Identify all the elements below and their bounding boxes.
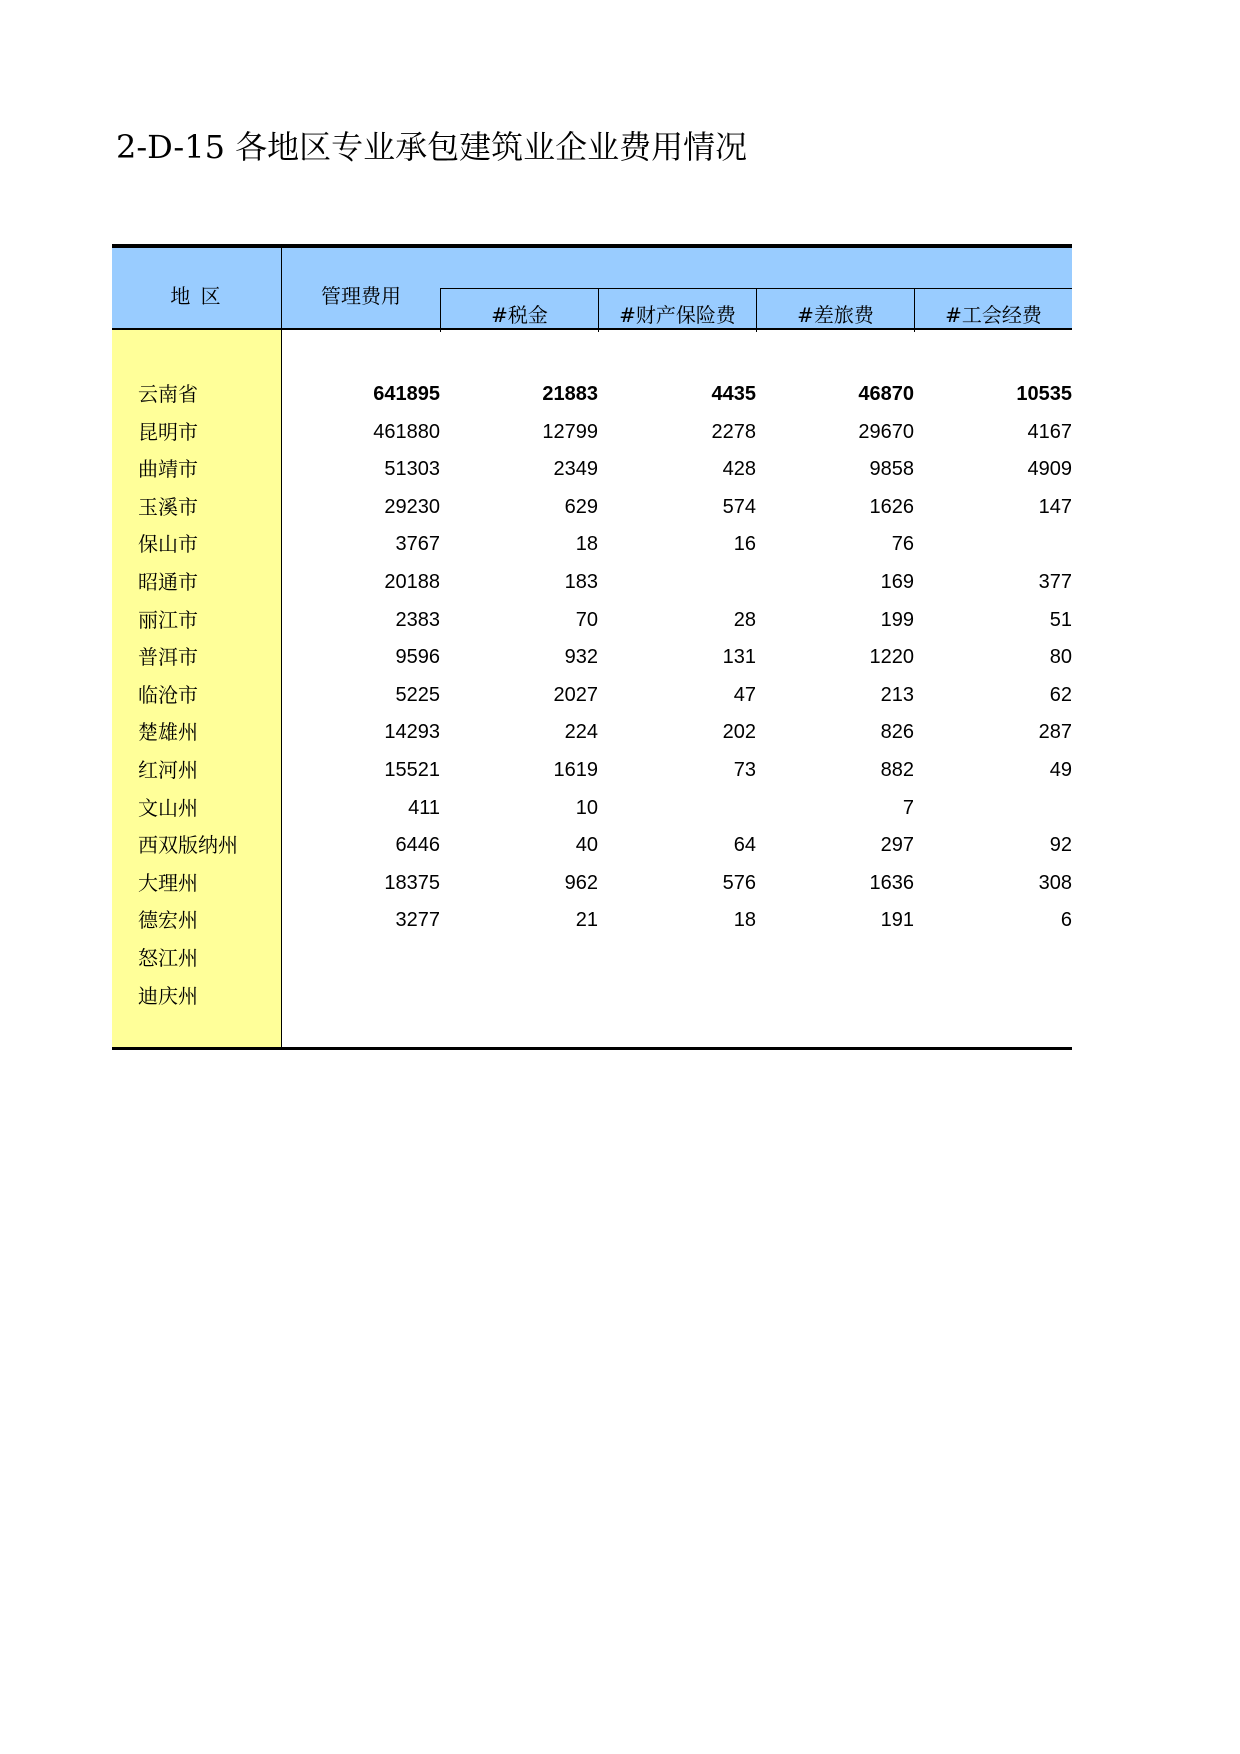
region-name: 昆明市 — [138, 419, 198, 444]
management-fee-cell: 9596 — [395, 646, 440, 669]
union-fee-cell: 6 — [1060, 909, 1072, 932]
tax-cell: 40 — [575, 834, 598, 857]
property-insurance-cell: 73 — [733, 758, 756, 781]
travel-cell: 191 — [880, 909, 914, 932]
table-row — [112, 639, 1072, 677]
tax-cell: 629 — [564, 495, 598, 518]
table-row — [112, 414, 1072, 452]
table-row — [112, 752, 1072, 790]
property-insurance-cell: 18 — [733, 909, 756, 932]
table-row — [112, 376, 1072, 414]
table-row — [112, 902, 1072, 940]
travel-cell: 1626 — [869, 495, 914, 518]
tax-cell: 183 — [564, 570, 598, 593]
management-fee-cell: 51303 — [384, 458, 440, 481]
tax-cell: 21 — [575, 909, 598, 932]
travel-cell: 7 — [902, 796, 914, 819]
union-fee-cell: 51 — [1049, 608, 1072, 631]
region-name: 文山州 — [138, 795, 198, 820]
travel-cell: 199 — [880, 608, 914, 631]
table-row — [112, 978, 1072, 1016]
region-name: 临沧市 — [138, 682, 198, 707]
tax-cell: 10 — [575, 796, 598, 819]
table-row — [112, 827, 1072, 865]
region-name: 德宏州 — [138, 908, 198, 933]
management-fee-cell: 14293 — [384, 721, 440, 744]
region-name: 普洱市 — [138, 645, 198, 670]
management-fee-cell: 641895 — [373, 383, 440, 405]
tax-cell: 962 — [564, 871, 598, 894]
expense-table — [112, 244, 1072, 1050]
tax-cell: 12799 — [542, 420, 598, 443]
property-insurance-cell: 2278 — [711, 420, 756, 443]
table-row — [112, 451, 1072, 489]
tax-cell: 932 — [564, 646, 598, 669]
region-name: 丽江市 — [138, 607, 198, 632]
travel-cell: 213 — [880, 683, 914, 706]
region-name: 怒江州 — [138, 945, 198, 970]
travel-cell: 1220 — [869, 646, 914, 669]
region-name: 西双版纳州 — [138, 833, 238, 858]
region-name: 大理州 — [138, 870, 198, 895]
property-insurance-cell: 576 — [722, 871, 756, 894]
union-fee-cell: 147 — [1038, 495, 1072, 518]
property-insurance-cell: 64 — [733, 834, 756, 857]
tax-cell: 70 — [575, 608, 598, 631]
management-fee-cell: 461880 — [373, 420, 440, 443]
property-insurance-cell: 28 — [733, 608, 756, 631]
union-fee-cell: 10535 — [1016, 383, 1072, 405]
tax-cell: 18 — [575, 533, 598, 556]
table-body — [112, 376, 1072, 1015]
region-name: 云南省 — [138, 382, 198, 406]
tax-cell: 2349 — [553, 458, 598, 481]
property-insurance-cell: 131 — [722, 646, 756, 669]
region-name: 迪庆州 — [138, 983, 198, 1008]
table-row — [112, 526, 1072, 564]
management-fee-cell: 18375 — [384, 871, 440, 894]
region-name: 保山市 — [138, 532, 198, 557]
union-fee-cell: 49 — [1049, 758, 1072, 781]
management-fee-cell: 3277 — [395, 909, 440, 932]
table-bottom-rule — [112, 1047, 1072, 1050]
header-property-insurance: #财产保险费 — [619, 303, 736, 327]
union-fee-cell: 92 — [1049, 834, 1072, 857]
travel-cell: 826 — [880, 721, 914, 744]
management-fee-cell: 3767 — [395, 533, 440, 556]
region-name: 玉溪市 — [138, 494, 198, 519]
header-union-fee: #工会经费 — [945, 303, 1042, 327]
travel-cell: 297 — [880, 834, 914, 857]
union-fee-cell: 4167 — [1027, 420, 1072, 443]
table-row — [112, 790, 1072, 828]
table-row — [112, 940, 1072, 978]
management-fee-cell: 6446 — [395, 834, 440, 857]
property-insurance-cell: 574 — [722, 495, 756, 518]
management-fee-cell: 411 — [408, 796, 440, 819]
travel-cell: 9858 — [869, 458, 914, 481]
tax-cell: 1619 — [553, 758, 598, 781]
management-fee-cell: 2383 — [395, 608, 440, 631]
table-row — [112, 489, 1072, 527]
property-insurance-cell: 4435 — [711, 383, 756, 405]
travel-cell: 76 — [891, 533, 914, 556]
travel-cell: 169 — [880, 570, 914, 593]
table-row — [112, 602, 1072, 640]
page-title: 2-D-15 各地区专业承包建筑业企业费用情况 — [116, 128, 748, 166]
property-insurance-cell: 428 — [722, 458, 756, 481]
region-name: 昭通市 — [138, 569, 198, 594]
tax-cell: 224 — [564, 721, 598, 744]
tax-cell: 2027 — [553, 683, 598, 706]
header-region: 地 区 — [170, 284, 223, 308]
region-name: 红河州 — [138, 757, 198, 782]
union-fee-cell: 308 — [1038, 871, 1072, 894]
property-insurance-cell: 16 — [733, 533, 756, 556]
header-travel: #差旅费 — [797, 303, 874, 327]
travel-cell: 46870 — [858, 383, 914, 405]
property-insurance-cell: 47 — [733, 683, 756, 706]
union-fee-cell: 377 — [1038, 570, 1072, 593]
region-name: 楚雄州 — [138, 720, 198, 745]
header-tax: #税金 — [491, 303, 548, 327]
region-name: 曲靖市 — [138, 457, 198, 482]
management-fee-cell: 5225 — [395, 683, 440, 706]
union-fee-cell: 62 — [1049, 683, 1072, 706]
property-insurance-cell: 202 — [722, 721, 756, 744]
travel-cell: 1636 — [869, 871, 914, 894]
tax-cell: 21883 — [542, 383, 598, 405]
header-management-fee: 管理费用 — [321, 284, 401, 308]
union-fee-cell: 4909 — [1027, 458, 1072, 481]
union-fee-cell: 287 — [1038, 721, 1072, 744]
management-fee-cell: 29230 — [384, 495, 440, 518]
table-row — [112, 564, 1072, 602]
table-row — [112, 677, 1072, 715]
union-fee-cell: 80 — [1049, 646, 1072, 669]
travel-cell: 882 — [880, 758, 914, 781]
management-fee-cell: 20188 — [384, 570, 440, 593]
table-row — [112, 865, 1072, 903]
management-fee-cell: 15521 — [384, 758, 440, 781]
travel-cell: 29670 — [858, 420, 914, 443]
table-header — [112, 248, 1072, 328]
table-row — [112, 714, 1072, 752]
